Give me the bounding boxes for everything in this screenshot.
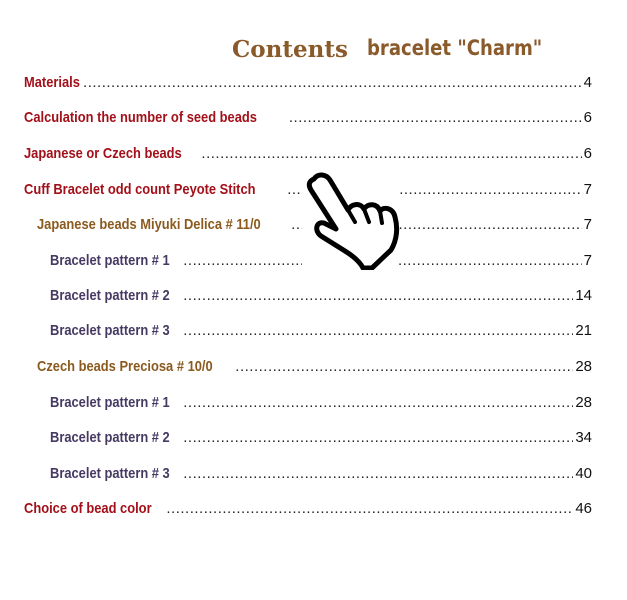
- toc-entry-materials[interactable]: [24, 68, 592, 96]
- toc-entry-page: 4: [583, 73, 592, 91]
- dot-leader: [183, 429, 573, 446]
- toc-entry-czech-beads[interactable]: [37, 352, 592, 380]
- page-title: Contents: [232, 36, 348, 63]
- toc-entry-page: 7: [583, 180, 592, 198]
- dot-leader: [166, 500, 573, 517]
- toc-entry-label: Bracelet pattern # 3: [50, 321, 170, 339]
- toc-entry-label: Choice of bead color: [24, 499, 152, 517]
- toc-entry-page: 7: [583, 251, 592, 269]
- page-subtitle: bracelet "Charm": [367, 36, 543, 60]
- dot-leader: [183, 287, 573, 304]
- toc-entry-page: 46: [575, 499, 592, 517]
- toc-entry-japanese-or-czech[interactable]: [24, 139, 592, 167]
- toc-entry-pattern-2a[interactable]: [50, 281, 592, 309]
- page-header: [0, 36, 627, 70]
- toc-entry-pattern-1b[interactable]: [50, 388, 592, 416]
- toc-entry-page: 28: [575, 357, 592, 375]
- pointing-hand-icon: [305, 170, 401, 270]
- toc-entry-page: 6: [583, 108, 592, 126]
- toc-entry-page: 7: [583, 215, 592, 233]
- toc-entry-page: 40: [575, 464, 592, 482]
- toc-entry-pattern-2b[interactable]: [50, 423, 592, 451]
- dot-leader: [183, 394, 573, 411]
- toc-entry-page: 34: [575, 428, 592, 446]
- toc-entry-label: Czech beads Preciosa # 10/0: [37, 357, 213, 375]
- toc-entry-label: Japanese or Czech beads: [24, 144, 182, 162]
- toc-entry-label: Bracelet pattern # 2: [50, 286, 170, 304]
- toc-entry-label: Bracelet pattern # 3: [50, 464, 170, 482]
- toc-entry-pattern-3a[interactable]: [50, 316, 592, 344]
- toc-entry-calculation[interactable]: [24, 103, 592, 131]
- toc-entry-bead-color[interactable]: [24, 494, 592, 522]
- toc-entry-page: 21: [575, 321, 592, 339]
- toc-entry-label: Bracelet pattern # 2: [50, 428, 170, 446]
- toc-entry-pattern-3b[interactable]: [50, 459, 592, 487]
- toc-entry-label: Cuff Bracelet odd count Peyote Stitch: [24, 180, 256, 198]
- toc-entry-label: Materials: [24, 73, 80, 91]
- dot-leader: [183, 465, 573, 482]
- dot-leader: [183, 322, 573, 339]
- dot-leader: [289, 109, 582, 126]
- toc-entry-label: Bracelet pattern # 1: [50, 251, 170, 269]
- toc-entry-page: 6: [583, 144, 592, 162]
- toc-entry-page: 14: [575, 286, 592, 304]
- dot-leader: [83, 74, 582, 91]
- dot-leader: [235, 358, 573, 375]
- toc-entry-page: 28: [575, 393, 592, 411]
- dot-leader: [201, 145, 581, 162]
- toc-entry-label: Calculation the number of seed beads: [24, 108, 257, 126]
- toc-entry-label: Japanese beads Miyuki Delica # 11/0: [37, 215, 261, 233]
- toc-entry-label: Bracelet pattern # 1: [50, 393, 170, 411]
